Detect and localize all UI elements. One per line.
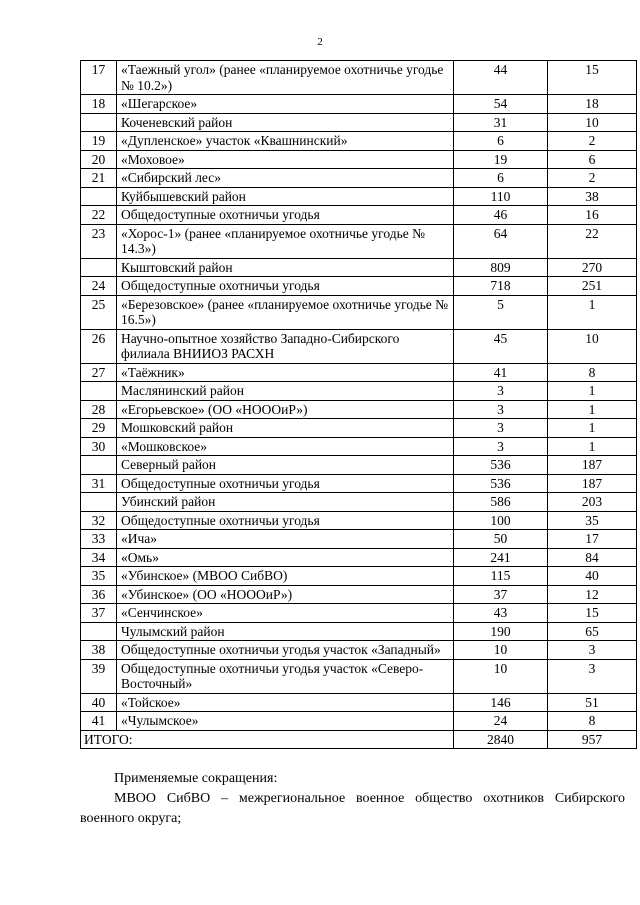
row-name: Северный район bbox=[117, 456, 454, 475]
row-value-2: 1 bbox=[548, 400, 637, 419]
row-value-2: 8 bbox=[548, 712, 637, 731]
row-name: Общедоступные охотничьи угодья участок «Западный» bbox=[117, 641, 454, 660]
row-value-1: 46 bbox=[454, 206, 548, 225]
row-name: Коченевский район bbox=[117, 113, 454, 132]
row-name: «Шегарское» bbox=[117, 95, 454, 114]
row-value-1: 718 bbox=[454, 277, 548, 296]
row-value-2: 18 bbox=[548, 95, 637, 114]
row-number bbox=[81, 113, 117, 132]
row-number: 29 bbox=[81, 419, 117, 438]
row-value-2: 3 bbox=[548, 659, 637, 693]
table-row bbox=[81, 659, 637, 693]
row-number: 27 bbox=[81, 363, 117, 382]
row-value-1: 41 bbox=[454, 363, 548, 382]
row-number: 40 bbox=[81, 693, 117, 712]
row-value-2: 51 bbox=[548, 693, 637, 712]
row-value-2: 2 bbox=[548, 169, 637, 188]
row-value-1: 536 bbox=[454, 456, 548, 475]
row-name: «Мошковское» bbox=[117, 437, 454, 456]
row-value-2: 2 bbox=[548, 132, 637, 151]
table-row bbox=[81, 382, 637, 401]
row-number: 20 bbox=[81, 150, 117, 169]
table-row bbox=[81, 150, 637, 169]
row-value-1: 3 bbox=[454, 437, 548, 456]
row-value-1: 146 bbox=[454, 693, 548, 712]
table-row bbox=[81, 474, 637, 493]
row-value-1: 3 bbox=[454, 382, 548, 401]
row-name: «Сибирский лес» bbox=[117, 169, 454, 188]
table-row bbox=[81, 132, 637, 151]
row-name: «Чулымское» bbox=[117, 712, 454, 731]
row-name: «Омь» bbox=[117, 548, 454, 567]
row-value-2: 203 bbox=[548, 493, 637, 512]
row-value-1: 3 bbox=[454, 400, 548, 419]
row-name: Общедоступные охотничьи угодья bbox=[117, 474, 454, 493]
row-value-1: 44 bbox=[454, 61, 548, 95]
row-name: Кыштовский район bbox=[117, 258, 454, 277]
table-row bbox=[81, 456, 637, 475]
abbreviation-item: МВОО СибВО – межрегиональное военное общество охотников Сибирского военного округа; bbox=[80, 791, 625, 826]
row-number: 17 bbox=[81, 61, 117, 95]
row-value-2: 65 bbox=[548, 622, 637, 641]
row-number: 41 bbox=[81, 712, 117, 731]
row-name: «Убинское» (МВОО СибВО) bbox=[117, 567, 454, 586]
row-name: «Хорос-1» (ранее «планируемое охотничье угодье № 14.3») bbox=[117, 224, 454, 258]
row-value-2: 12 bbox=[548, 585, 637, 604]
row-value-2: 15 bbox=[548, 61, 637, 95]
row-value-1: 536 bbox=[454, 474, 548, 493]
table-row bbox=[81, 224, 637, 258]
row-value-1: 6 bbox=[454, 132, 548, 151]
table-row bbox=[81, 113, 637, 132]
row-value-2: 15 bbox=[548, 604, 637, 623]
row-value-1: 19 bbox=[454, 150, 548, 169]
row-name: «Дупленское» участок «Квашнинский» bbox=[117, 132, 454, 151]
table-row bbox=[81, 693, 637, 712]
table-row bbox=[81, 712, 637, 731]
row-number: 37 bbox=[81, 604, 117, 623]
table-row bbox=[81, 548, 637, 567]
row-value-1: 190 bbox=[454, 622, 548, 641]
row-value-1: 37 bbox=[454, 585, 548, 604]
row-value-1: 10 bbox=[454, 641, 548, 660]
row-number: 28 bbox=[81, 400, 117, 419]
row-number bbox=[81, 456, 117, 475]
table-body bbox=[81, 61, 637, 731]
row-value-1: 24 bbox=[454, 712, 548, 731]
table-row bbox=[81, 437, 637, 456]
row-name: Чулымский район bbox=[117, 622, 454, 641]
row-value-2: 10 bbox=[548, 329, 637, 363]
row-name: «Таёжник» bbox=[117, 363, 454, 382]
row-value-2: 1 bbox=[548, 437, 637, 456]
abbreviations-heading: Применяемые сокращения: bbox=[114, 771, 278, 786]
row-value-2: 251 bbox=[548, 277, 637, 296]
row-value-1: 6 bbox=[454, 169, 548, 188]
row-value-1: 10 bbox=[454, 659, 548, 693]
row-name: «Березовское» (ранее «планируемое охотничье угодье № 16.5») bbox=[117, 295, 454, 329]
row-number: 22 bbox=[81, 206, 117, 225]
abbreviations-section bbox=[80, 769, 625, 829]
row-name: «Ича» bbox=[117, 530, 454, 549]
row-number: 19 bbox=[81, 132, 117, 151]
table-row bbox=[81, 363, 637, 382]
row-number bbox=[81, 187, 117, 206]
row-value-1: 31 bbox=[454, 113, 548, 132]
row-value-1: 64 bbox=[454, 224, 548, 258]
row-name: «Моховое» bbox=[117, 150, 454, 169]
row-number: 24 bbox=[81, 277, 117, 296]
row-value-1: 241 bbox=[454, 548, 548, 567]
row-name: Убинский район bbox=[117, 493, 454, 512]
table-row bbox=[81, 206, 637, 225]
row-number bbox=[81, 493, 117, 512]
row-value-2: 40 bbox=[548, 567, 637, 586]
row-number: 26 bbox=[81, 329, 117, 363]
page-number: 2 bbox=[317, 36, 323, 48]
row-value-2: 16 bbox=[548, 206, 637, 225]
total-value-2: 957 bbox=[548, 730, 637, 749]
row-name: Общедоступные охотничьи угодья bbox=[117, 206, 454, 225]
row-number: 39 bbox=[81, 659, 117, 693]
table-row bbox=[81, 530, 637, 549]
table-row bbox=[81, 622, 637, 641]
row-value-1: 110 bbox=[454, 187, 548, 206]
row-value-1: 43 bbox=[454, 604, 548, 623]
total-value-1: 2840 bbox=[454, 730, 548, 749]
row-name: Куйбышевский район bbox=[117, 187, 454, 206]
row-name: «Тойское» bbox=[117, 693, 454, 712]
row-value-1: 5 bbox=[454, 295, 548, 329]
table-row bbox=[81, 187, 637, 206]
row-value-2: 38 bbox=[548, 187, 637, 206]
row-number: 36 bbox=[81, 585, 117, 604]
table-row bbox=[81, 567, 637, 586]
row-value-2: 187 bbox=[548, 474, 637, 493]
row-number: 21 bbox=[81, 169, 117, 188]
row-value-1: 50 bbox=[454, 530, 548, 549]
table-row bbox=[81, 419, 637, 438]
row-value-1: 115 bbox=[454, 567, 548, 586]
total-label: ИТОГО: bbox=[81, 730, 454, 749]
row-value-2: 22 bbox=[548, 224, 637, 258]
row-value-2: 1 bbox=[548, 295, 637, 329]
row-value-1: 100 bbox=[454, 511, 548, 530]
row-value-2: 3 bbox=[548, 641, 637, 660]
row-number: 38 bbox=[81, 641, 117, 660]
row-number: 33 bbox=[81, 530, 117, 549]
row-number bbox=[81, 622, 117, 641]
row-name: «Егорьевское» (ОО «НОООиР») bbox=[117, 400, 454, 419]
row-value-2: 187 bbox=[548, 456, 637, 475]
table-row bbox=[81, 258, 637, 277]
row-value-2: 270 bbox=[548, 258, 637, 277]
row-name: Научно-опытное хозяйство Западно-Сибирского филиала ВНИИОЗ РАСХН bbox=[117, 329, 454, 363]
table-row bbox=[81, 511, 637, 530]
row-number: 25 bbox=[81, 295, 117, 329]
table-row bbox=[81, 585, 637, 604]
table-row bbox=[81, 277, 637, 296]
table-row bbox=[81, 95, 637, 114]
row-name: «Таежный угол» (ранее «планируемое охотничье угодье № 10.2») bbox=[117, 61, 454, 95]
row-name: Общедоступные охотничьи угодья участок «Северо-Восточный» bbox=[117, 659, 454, 693]
table-row bbox=[81, 604, 637, 623]
row-name: «Сенчинское» bbox=[117, 604, 454, 623]
table-row bbox=[81, 61, 637, 95]
row-number: 31 bbox=[81, 474, 117, 493]
table-row bbox=[81, 493, 637, 512]
row-name: Общедоступные охотничьи угодья bbox=[117, 511, 454, 530]
row-value-1: 45 bbox=[454, 329, 548, 363]
row-value-1: 586 bbox=[454, 493, 548, 512]
row-number: 30 bbox=[81, 437, 117, 456]
row-number: 23 bbox=[81, 224, 117, 258]
row-value-2: 6 bbox=[548, 150, 637, 169]
row-number: 34 bbox=[81, 548, 117, 567]
total-row bbox=[81, 730, 637, 749]
row-value-2: 10 bbox=[548, 113, 637, 132]
row-name: Маслянинский район bbox=[117, 382, 454, 401]
row-number bbox=[81, 258, 117, 277]
row-number: 35 bbox=[81, 567, 117, 586]
row-value-2: 8 bbox=[548, 363, 637, 382]
row-value-1: 809 bbox=[454, 258, 548, 277]
row-value-2: 84 bbox=[548, 548, 637, 567]
row-value-2: 35 bbox=[548, 511, 637, 530]
row-value-2: 1 bbox=[548, 382, 637, 401]
row-number bbox=[81, 382, 117, 401]
table-row bbox=[81, 329, 637, 363]
row-value-2: 17 bbox=[548, 530, 637, 549]
row-value-2: 1 bbox=[548, 419, 637, 438]
table-row bbox=[81, 295, 637, 329]
table-row bbox=[81, 400, 637, 419]
table-row bbox=[81, 641, 637, 660]
row-name: «Убинское» (ОО «НОООиР») bbox=[117, 585, 454, 604]
table-row bbox=[81, 169, 637, 188]
hunting-grounds-table bbox=[80, 60, 637, 749]
row-value-1: 3 bbox=[454, 419, 548, 438]
row-number: 18 bbox=[81, 95, 117, 114]
row-value-1: 54 bbox=[454, 95, 548, 114]
row-number: 32 bbox=[81, 511, 117, 530]
row-name: Общедоступные охотничьи угодья bbox=[117, 277, 454, 296]
row-name: Мошковский район bbox=[117, 419, 454, 438]
